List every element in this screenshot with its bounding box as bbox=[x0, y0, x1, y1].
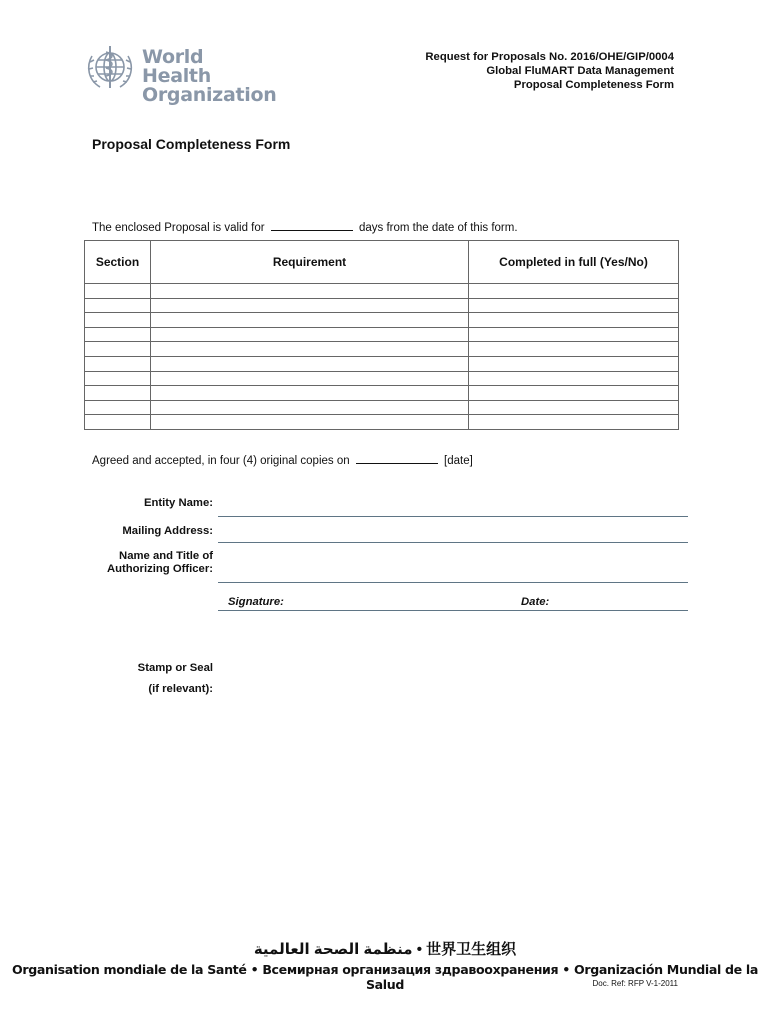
requirements-table bbox=[84, 240, 679, 430]
entity-name-field[interactable] bbox=[218, 516, 688, 517]
who-emblem-icon bbox=[84, 42, 136, 92]
completed-cell[interactable] bbox=[469, 386, 679, 401]
agreement-statement bbox=[92, 454, 473, 467]
completed-cell[interactable] bbox=[469, 415, 679, 430]
header-rfp-number: Request for Proposals No. 2016/OHE/GIP/0004 bbox=[425, 51, 674, 63]
requirement-cell[interactable] bbox=[151, 415, 469, 430]
logo-wordmark bbox=[142, 48, 276, 105]
validity-statement bbox=[92, 221, 518, 234]
requirement-cell[interactable] bbox=[151, 327, 469, 342]
table-row bbox=[85, 313, 679, 328]
document-header bbox=[425, 50, 674, 92]
signature-label: Signature: bbox=[228, 596, 284, 608]
section-cell[interactable] bbox=[85, 284, 151, 299]
completed-cell[interactable] bbox=[469, 356, 679, 371]
table-row bbox=[85, 371, 679, 386]
table-row bbox=[85, 415, 679, 430]
footer-multilingual-names: منظمة الصحة العالمية • 世界卫生组织 bbox=[253, 941, 517, 958]
completed-cell[interactable] bbox=[469, 313, 679, 328]
section-cell[interactable] bbox=[85, 400, 151, 415]
mailing-address-field[interactable] bbox=[218, 542, 688, 543]
table-row bbox=[85, 298, 679, 313]
validity-text-after: days from the date of this form. bbox=[359, 222, 518, 234]
officer-label-line-1: Name and Title of bbox=[119, 550, 213, 562]
agreement-date-field[interactable] bbox=[356, 454, 438, 464]
validity-days-field[interactable] bbox=[271, 221, 353, 231]
authorizing-officer-field[interactable] bbox=[218, 582, 688, 583]
table-row bbox=[85, 342, 679, 357]
logo-line-2: Organization bbox=[142, 84, 277, 106]
section-cell[interactable] bbox=[85, 371, 151, 386]
who-logo bbox=[84, 40, 277, 106]
completed-cell[interactable] bbox=[469, 371, 679, 386]
page-title: Proposal Completeness Form bbox=[92, 136, 291, 152]
officer-label-line-2: Authorizing Officer: bbox=[106, 563, 213, 575]
completed-cell[interactable] bbox=[469, 284, 679, 299]
section-cell[interactable] bbox=[85, 386, 151, 401]
validity-text-before: The enclosed Proposal is valid for bbox=[92, 222, 265, 234]
authorizing-officer-label bbox=[63, 550, 213, 576]
requirement-cell[interactable] bbox=[151, 371, 469, 386]
mailing-address-label: Mailing Address: bbox=[122, 525, 213, 537]
footer-language-names: Organisation mondiale de la Santé • Всемирная организация здравоохранения • Organización Mundial de la Salud bbox=[12, 962, 758, 992]
requirement-cell[interactable] bbox=[151, 342, 469, 357]
requirement-cell[interactable] bbox=[151, 284, 469, 299]
requirement-cell[interactable] bbox=[151, 386, 469, 401]
table-header-row bbox=[85, 241, 679, 284]
section-cell[interactable] bbox=[85, 327, 151, 342]
column-header-completed: Completed in full (Yes/No) bbox=[469, 241, 679, 284]
column-header-requirement: Requirement bbox=[151, 241, 469, 284]
column-header-section: Section bbox=[85, 241, 151, 284]
requirement-cell[interactable] bbox=[151, 298, 469, 313]
table-row bbox=[85, 327, 679, 342]
stamp-label-line-2: (if relevant): bbox=[148, 683, 213, 695]
section-cell[interactable] bbox=[85, 342, 151, 357]
table-row bbox=[85, 400, 679, 415]
table-row bbox=[85, 386, 679, 401]
logo-line-1: World Health bbox=[142, 46, 211, 87]
requirement-cell[interactable] bbox=[151, 313, 469, 328]
entity-name-label: Entity Name: bbox=[143, 497, 213, 509]
completed-cell[interactable] bbox=[469, 342, 679, 357]
table-row bbox=[85, 284, 679, 299]
completed-cell[interactable] bbox=[469, 298, 679, 313]
stamp-seal-label bbox=[63, 658, 213, 700]
completed-cell[interactable] bbox=[469, 400, 679, 415]
section-cell[interactable] bbox=[85, 356, 151, 371]
header-form-name: Proposal Completeness Form bbox=[513, 79, 674, 91]
date-label: Date: bbox=[521, 596, 550, 608]
stamp-label-line-1: Stamp or Seal bbox=[137, 662, 213, 674]
section-cell[interactable] bbox=[85, 415, 151, 430]
table-row bbox=[85, 356, 679, 371]
completed-cell[interactable] bbox=[469, 327, 679, 342]
requirement-cell[interactable] bbox=[151, 356, 469, 371]
document-reference: Doc. Ref: RFP V-1-2011 bbox=[592, 979, 678, 988]
section-cell[interactable] bbox=[85, 313, 151, 328]
section-cell[interactable] bbox=[85, 298, 151, 313]
agreement-text-after: [date] bbox=[444, 455, 473, 467]
requirement-cell[interactable] bbox=[151, 400, 469, 415]
agreement-text-before: Agreed and accepted, in four (4) original copies on bbox=[92, 455, 350, 467]
header-project: Global FluMART Data Management bbox=[486, 65, 674, 77]
signature-date-field[interactable] bbox=[218, 610, 688, 611]
